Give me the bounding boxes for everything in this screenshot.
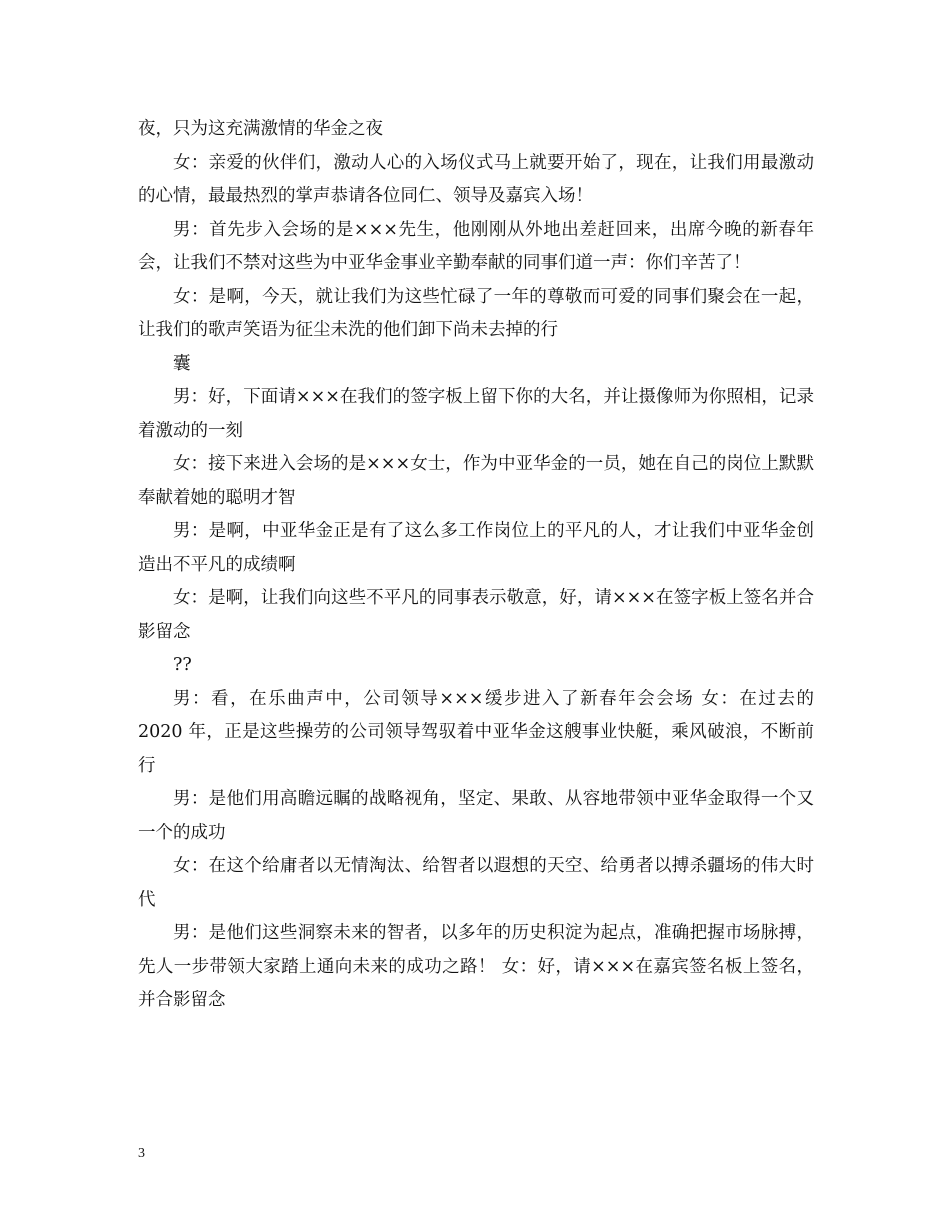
paragraph: 男：是他们这些洞察未来的智者，以多年的历史积淀为起点，准确把握市场脉搏，先人一步带领大家踏上通向未来的成功之路！ 女：好，请×××在嘉宾签名板上签名，并合影留念 [138,923,814,1010]
paragraph: 囊 [173,353,191,374]
paragraph: 男：是啊，中亚华金正是有了这么多工作岗位上的平凡的人，才让我们中亚华金创造出不平凡的成绩啊 [138,521,814,575]
paragraph: 女：亲爱的伙伴们，激动人心的入场仪式马上就要开始了，现在，让我们用最激动的心情，最最热烈的掌声恭请各位同仁、领导及嘉宾入场！ [138,152,814,206]
paragraph: 男：首先步入会场的是×××先生，他刚刚从外地出差赶回来，出席今晚的新春年会，让我们不禁对这些为中亚华金事业辛勤奉献的同事们道一声：你们辛苦了！ [138,219,814,273]
paragraph: ?? [173,655,192,675]
page-number: 3 [138,1146,145,1161]
paragraph: 女：在这个给庸者以无情淘汰、给智者以遐想的天空、给勇者以搏杀疆场的伟大时代 [138,856,814,910]
paragraph: 夜，只为这充满激情的华金之夜 [138,119,383,139]
paragraph: 女：是啊，今天，就让我们为这些忙碌了一年的尊敬而可爱的同事们聚会在一起，让我们的歌声笑语为征尘未洗的他们卸下尚未去掉的行 [138,286,814,340]
paragraph: 男：是他们用高瞻远瞩的战略视角，坚定、果敢、从容地带领中亚华金取得一个又一个的成功 [138,789,814,843]
paragraph: 男：看，在乐曲声中，公司领导×××缓步进入了新春年会会场 女：在过去的 2020 年，正是这些操劳的公司领导驾驭着中亚华金这艘事业快艇，乘风破浪，不断前行 [138,688,814,776]
paragraph: 男：好，下面请×××在我们的签字板上留下你的大名，并让摄像师为你照相，记录着激动的一刻 [138,387,814,441]
paragraph: 女：是啊，让我们向这些不平凡的同事表示敬意，好，请×××在签字板上签名并合影留念 [138,588,814,642]
paragraph: 女：接下来进入会场的是×××女士，作为中亚华金的一员，她在自己的岗位上默默奉献着她的聪明才智 [138,454,814,508]
document-body [138,113,814,1018]
